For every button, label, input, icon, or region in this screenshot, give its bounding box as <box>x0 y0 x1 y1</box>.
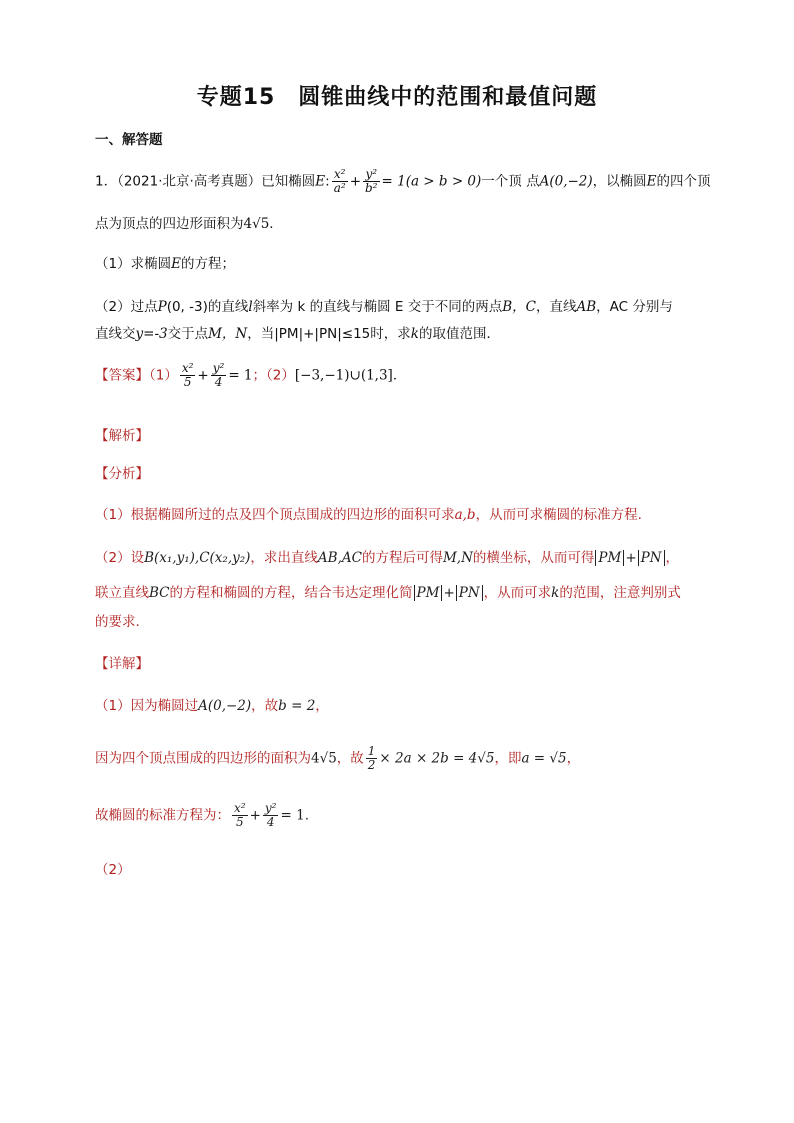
section-heading: 一、解答题 <box>95 132 163 148</box>
analysis-label: 【解析】 <box>95 428 149 444</box>
detail-label: 【详解】 <box>95 656 149 672</box>
detail-line-2: 因为四个顶点围成的四边形的面积为4√5，故 $\frac{1}{2}$ × 2a × 2b = 4√5，即a = √5， <box>95 744 581 773</box>
problem-mid-text: ，以椭圆 <box>592 173 647 190</box>
problem-statement-line-1: 1．（2021·北京·高考真题）已知椭圆E: $\frac{\text{x²}}{\text{a²}}$ + $\frac{\text{y²}}{\text{b²}}$ = 1(a > b > 0)一个顶 点A(0,−2)，以椭圆E的四个顶 <box>95 167 711 196</box>
fenxi-label: 【分析】 <box>95 466 149 482</box>
result-x-fraction: $\frac{\text{x²}}{5}$ <box>234 801 246 830</box>
answer-y-fraction: $\frac{\text{y²}}{4}$ <box>212 361 225 390</box>
question-2-line-2: 直线交y=-3交于点M，N，当|PM|+|PN|≤15时，求k的取值范围． <box>95 326 500 342</box>
question-2-line-1: （2）过点P(0, -3)的直线l斜率为 k 的直线与椭圆 E 交于不同的两点B，C，直线AB，AC 分别与 <box>95 299 673 315</box>
fenxi-line-4: 的要求. <box>95 614 140 630</box>
problem-area-text: 点为顶点的四边形面积为 <box>95 216 244 232</box>
answer-x-fraction: $\frac{\text{x²}}{5}$ <box>181 361 194 390</box>
fenxi-line-3: 联立直线BC的方程和椭圆的方程，结合韦达定理化简 PM + PN ，从而可求k的范围，注意判别式 <box>95 585 681 601</box>
ellipse-x-fraction: $\frac{\text{x²}}{\text{a²}}$ <box>333 167 346 196</box>
fenxi-line-1: （1）根据椭圆所过的点及四个顶点围成的四边形的面积可求a,b，从而可求椭圆的标准方程. <box>95 507 642 523</box>
detail-line-4: （2） <box>95 862 131 878</box>
question-1: （1）求椭圆E的方程； <box>95 256 235 272</box>
problem-line2-end: ． <box>269 216 283 232</box>
answer-line: 【答案】（1） $\frac{\text{x²}}{5}$ + $\frac{\text{y²}}{4}$ = 1；（2）[−3,−1)∪(1,3]． <box>95 361 407 390</box>
problem-mid-end: 的四个顶 <box>656 173 711 190</box>
answer-label: 【答案】 <box>95 367 149 384</box>
fenxi-line-2: （2）设B(x₁,y₁),C(x₂,y₂)，求出直线AB,AC的方程后可得M,N的横坐标，从而可得 PM + PN ， <box>95 550 680 566</box>
problem-vertex-text: 一个顶 点 <box>481 173 540 190</box>
detail-line-3: 故椭圆的标准方程为： $\frac{\text{x²}}{5}$ + $\frac{\text{y²}}{4}$ = 1. <box>95 801 309 830</box>
page-title: 专题15 圆锥曲线中的范围和最值问题 <box>196 85 598 110</box>
area-value: 4√5 <box>243 216 270 232</box>
detail-line-1: （1）因为椭圆过A(0,−2)，故b = 2， <box>95 698 329 714</box>
problem-number: 1． <box>95 173 118 190</box>
curve-name: E <box>315 173 326 190</box>
answer-range: [−3,−1)∪(1,3] <box>294 367 393 384</box>
problem-statement-line-2 <box>95 212 283 232</box>
half-fraction: $\frac{1}{2}$ <box>367 744 376 773</box>
ellipse-condition: = 1(a > b > 0) <box>381 173 482 190</box>
point-a: A(0,−2) <box>539 173 593 190</box>
problem-intro: 已知椭圆 <box>261 173 316 190</box>
result-y-fraction: $\frac{\text{y²}}{4}$ <box>264 801 277 830</box>
ellipse-y-fraction: $\frac{\text{y²}}{\text{b²}}$ <box>365 167 378 196</box>
problem-source: （2021·北京·高考真题） <box>117 173 262 190</box>
curve-name-ref: E <box>646 173 657 190</box>
